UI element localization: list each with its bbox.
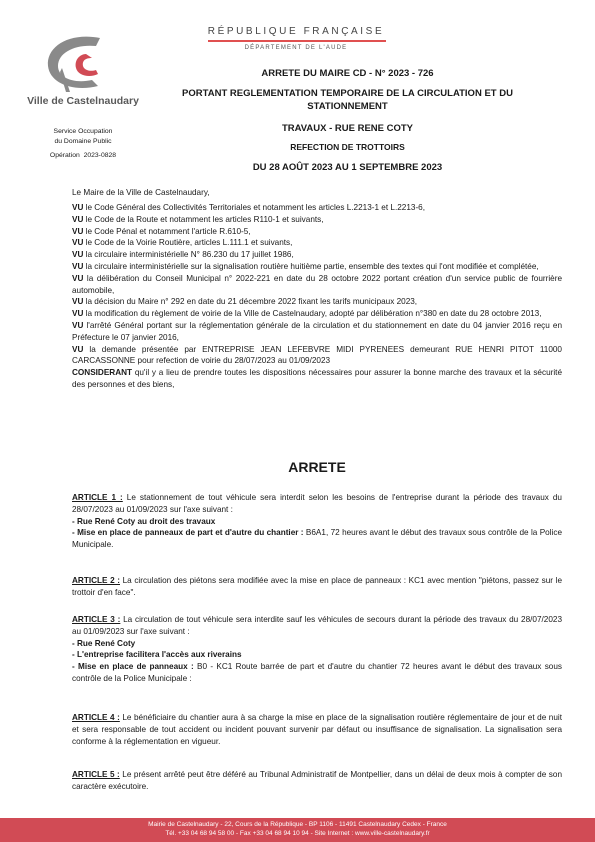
dates-label: DU 28 AOÛT 2023 AU 1 SEPTEMBRE 2023 [252,162,443,173]
article-extra-text: B6A1, 72 heures avant le début des travaux sous contrôle de la Police Municipale. [72,528,562,550]
city-name: Ville de Castelnaudary [27,95,139,107]
article-3 [72,614,562,685]
article-2 [72,575,562,599]
visa-keyword: VU [72,344,84,354]
visa-text: la circulaire interministérielle N° 86.230 du 17 juillet 1986, [83,250,294,260]
visa-text: la délibération du Conseil Municipal n° 2022-221 en date du 28 octobre 2022 portant création d'un service public de fourrière automobile, [72,273,562,295]
article-text: La circulation de tout véhicule sera interdite sauf les véhicules de secours durant la période des travaux du 28/07/2023 au 01/09/2023 sur l'axe suivant : [72,615,563,636]
visa-keyword: VU [72,309,84,319]
page-footer [0,818,595,842]
visa-item [72,320,562,344]
article-label: ARTICLE 3 : [72,615,121,624]
visa-keyword: VU [72,273,84,283]
visa-item [72,273,562,297]
arrete-heading: ARRETE [288,459,346,475]
arrete-reference: ARRETE DU MAIRE CD - N° 2023 - 726 [261,68,434,79]
article-text: La circulation des piétons sera modifiée avec la mise en place de panneaux : KC1 avec mention "piétons, passez sur le trottoir d'en face". [72,576,562,597]
article-bold-lead: - Mise en place de panneaux : [72,662,194,672]
article-label: ARTICLE 1 : [72,493,123,502]
article-label: ARTICLE 5 : [72,770,120,779]
visa-item [72,202,562,214]
article-label: ARTICLE 4 : [72,713,120,722]
article-label: ARTICLE 2 : [72,576,120,585]
footer-address: Mairie de Castelnaudary - 22, Cours de la République - BP 1106 - 11491 Castelnaudary Cedex - France [148,821,447,828]
service-label [24,127,142,146]
visa-keyword: VU [72,250,84,260]
city-logo [40,32,122,94]
article-text: Le bénéficiaire du chantier aura à sa charge la mise en place de la signalisation routière réglementaire de jour et de nuit et sera responsable de tout accident ou incident pouvant survenir par défaut ou insuffisance de signalisation. La signalisation sera conforme à la réglementation en vigueur. [72,713,562,746]
article-5 [72,769,562,793]
article-text: Le présent arrêté peut être déféré au Tribunal Administratif de Montpellier, dans un délai de deux mois à compter de son caractère exécutoire. [72,770,562,791]
article-bold-line: - Rue René Coty au droit des travaux [72,516,216,526]
republic-divider [208,40,386,42]
article-bold-lead: - Mise en place de panneaux de part et d'autre du chantier : [72,528,304,538]
visa-item [72,367,562,391]
visa-text: l'arrêté Général portant sur la réglementation générale de la circulation et du stationnement en date du 04 janvier 2016 reçu en Préfecture le 07 janvier 2016, [72,320,562,342]
visa-text: le Code Pénal et notamment l'article R.610-5, [83,226,251,236]
works-label: TRAVAUX - RUE RENE COTY [281,123,414,134]
republic-title: RÉPUBLIQUE FRANÇAISE [207,26,385,37]
arrete-title: PORTANT REGLEMENTATION TEMPORAIRE DE LA CIRCULATION ET DU STATIONNEMENT [182,88,513,112]
operation-label: Opération [49,152,80,159]
visa-keyword: VU [72,297,84,307]
visa-text: le Code de la Route et notamment les articles R110-1 et suivants, [83,214,324,224]
visa-item [72,237,562,249]
article-bold-line-2: - L'entreprise facilitera l'accès aux riverains [72,650,242,660]
visa-item [72,296,562,308]
intro-text: Le Maire de la Ville de Castelnaudary, [72,188,210,197]
visa-keyword: VU [72,226,84,236]
service-line-1: Service Occupation [53,128,113,135]
visa-text: la décision du Maire n° 292 en date du 21 décembre 2022 fixant les tarifs municipaux 2023, [83,297,418,307]
visa-keyword: CONSIDERANT [72,368,133,378]
visa-text: qu'il y a lieu de prendre toutes les dispositions nécessaires pour assurer la bonne marche des travaux et la sécurité des personnes et des biens, [72,368,562,389]
visa-keyword: VU [72,320,84,330]
visa-text: la circulaire interministérielle sur la signalisation routière huitième partie, ensemble des textes qui l'ont modifiée et complétée, [83,261,539,271]
visa-item [72,344,562,368]
visa-text: le Code de la Voirie Routière, articles L.111.1 et suivants, [83,238,293,248]
visa-item [72,226,562,238]
visa-keyword: VU [72,261,84,271]
article-4 [72,712,562,747]
department-label: DÉPARTEMENT DE L'AUDE [244,45,348,51]
visas-list [72,202,562,391]
visa-item [72,261,562,273]
operation-ref [24,152,142,159]
visa-keyword: VU [72,238,84,248]
operation-number: 2023-0828 [83,152,117,159]
article-bold-line: - Rue René Coty [72,638,136,648]
visa-item [72,249,562,261]
refection-label: REFECTION DE TROTTOIRS [290,142,405,152]
visa-item [72,214,562,226]
article-extra-text: B0 - KC1 Route barrée de part et d'autre du chantier 72 heures avant le début des travaux sous contrôle de la Police Municipale : [72,662,562,683]
visa-keyword: VU [72,203,84,212]
footer-contact: Tél. +33 04 68 94 58 00 - Fax +33 04 68 94 10 94 - Site Internet : www.ville-castelnaudary.fr [165,830,430,837]
visa-keyword: VU [72,214,84,224]
visa-text: la modification du règlement de voirie de la Ville de Castelnaudary, adopté par délibération n°380 en date du 28 octobre 2013, [83,309,542,319]
article-text: Le stationnement de tout véhicule sera interdit selon les besoins de l'entreprise durant la période des travaux du 28/07/2023 au 01/09/2023 sur l'axe suivant : [72,493,562,514]
article-1 [72,492,562,551]
visa-item [72,308,562,320]
visa-text: la demande présentée par ENTREPRISE JEAN LEFEBVRE MIDI PYRENEES demeurant RUE HENRI PITOT 11000 CARCASSONNE pour refection de voirie du 28/07/2023 au 01/09/2023 [72,344,562,366]
visa-text: le Code Général des Collectivités Territoriales et notamment les articles L.2213-1 et L.2213-6, [83,203,425,212]
service-line-2: du Domaine Public [54,137,112,145]
